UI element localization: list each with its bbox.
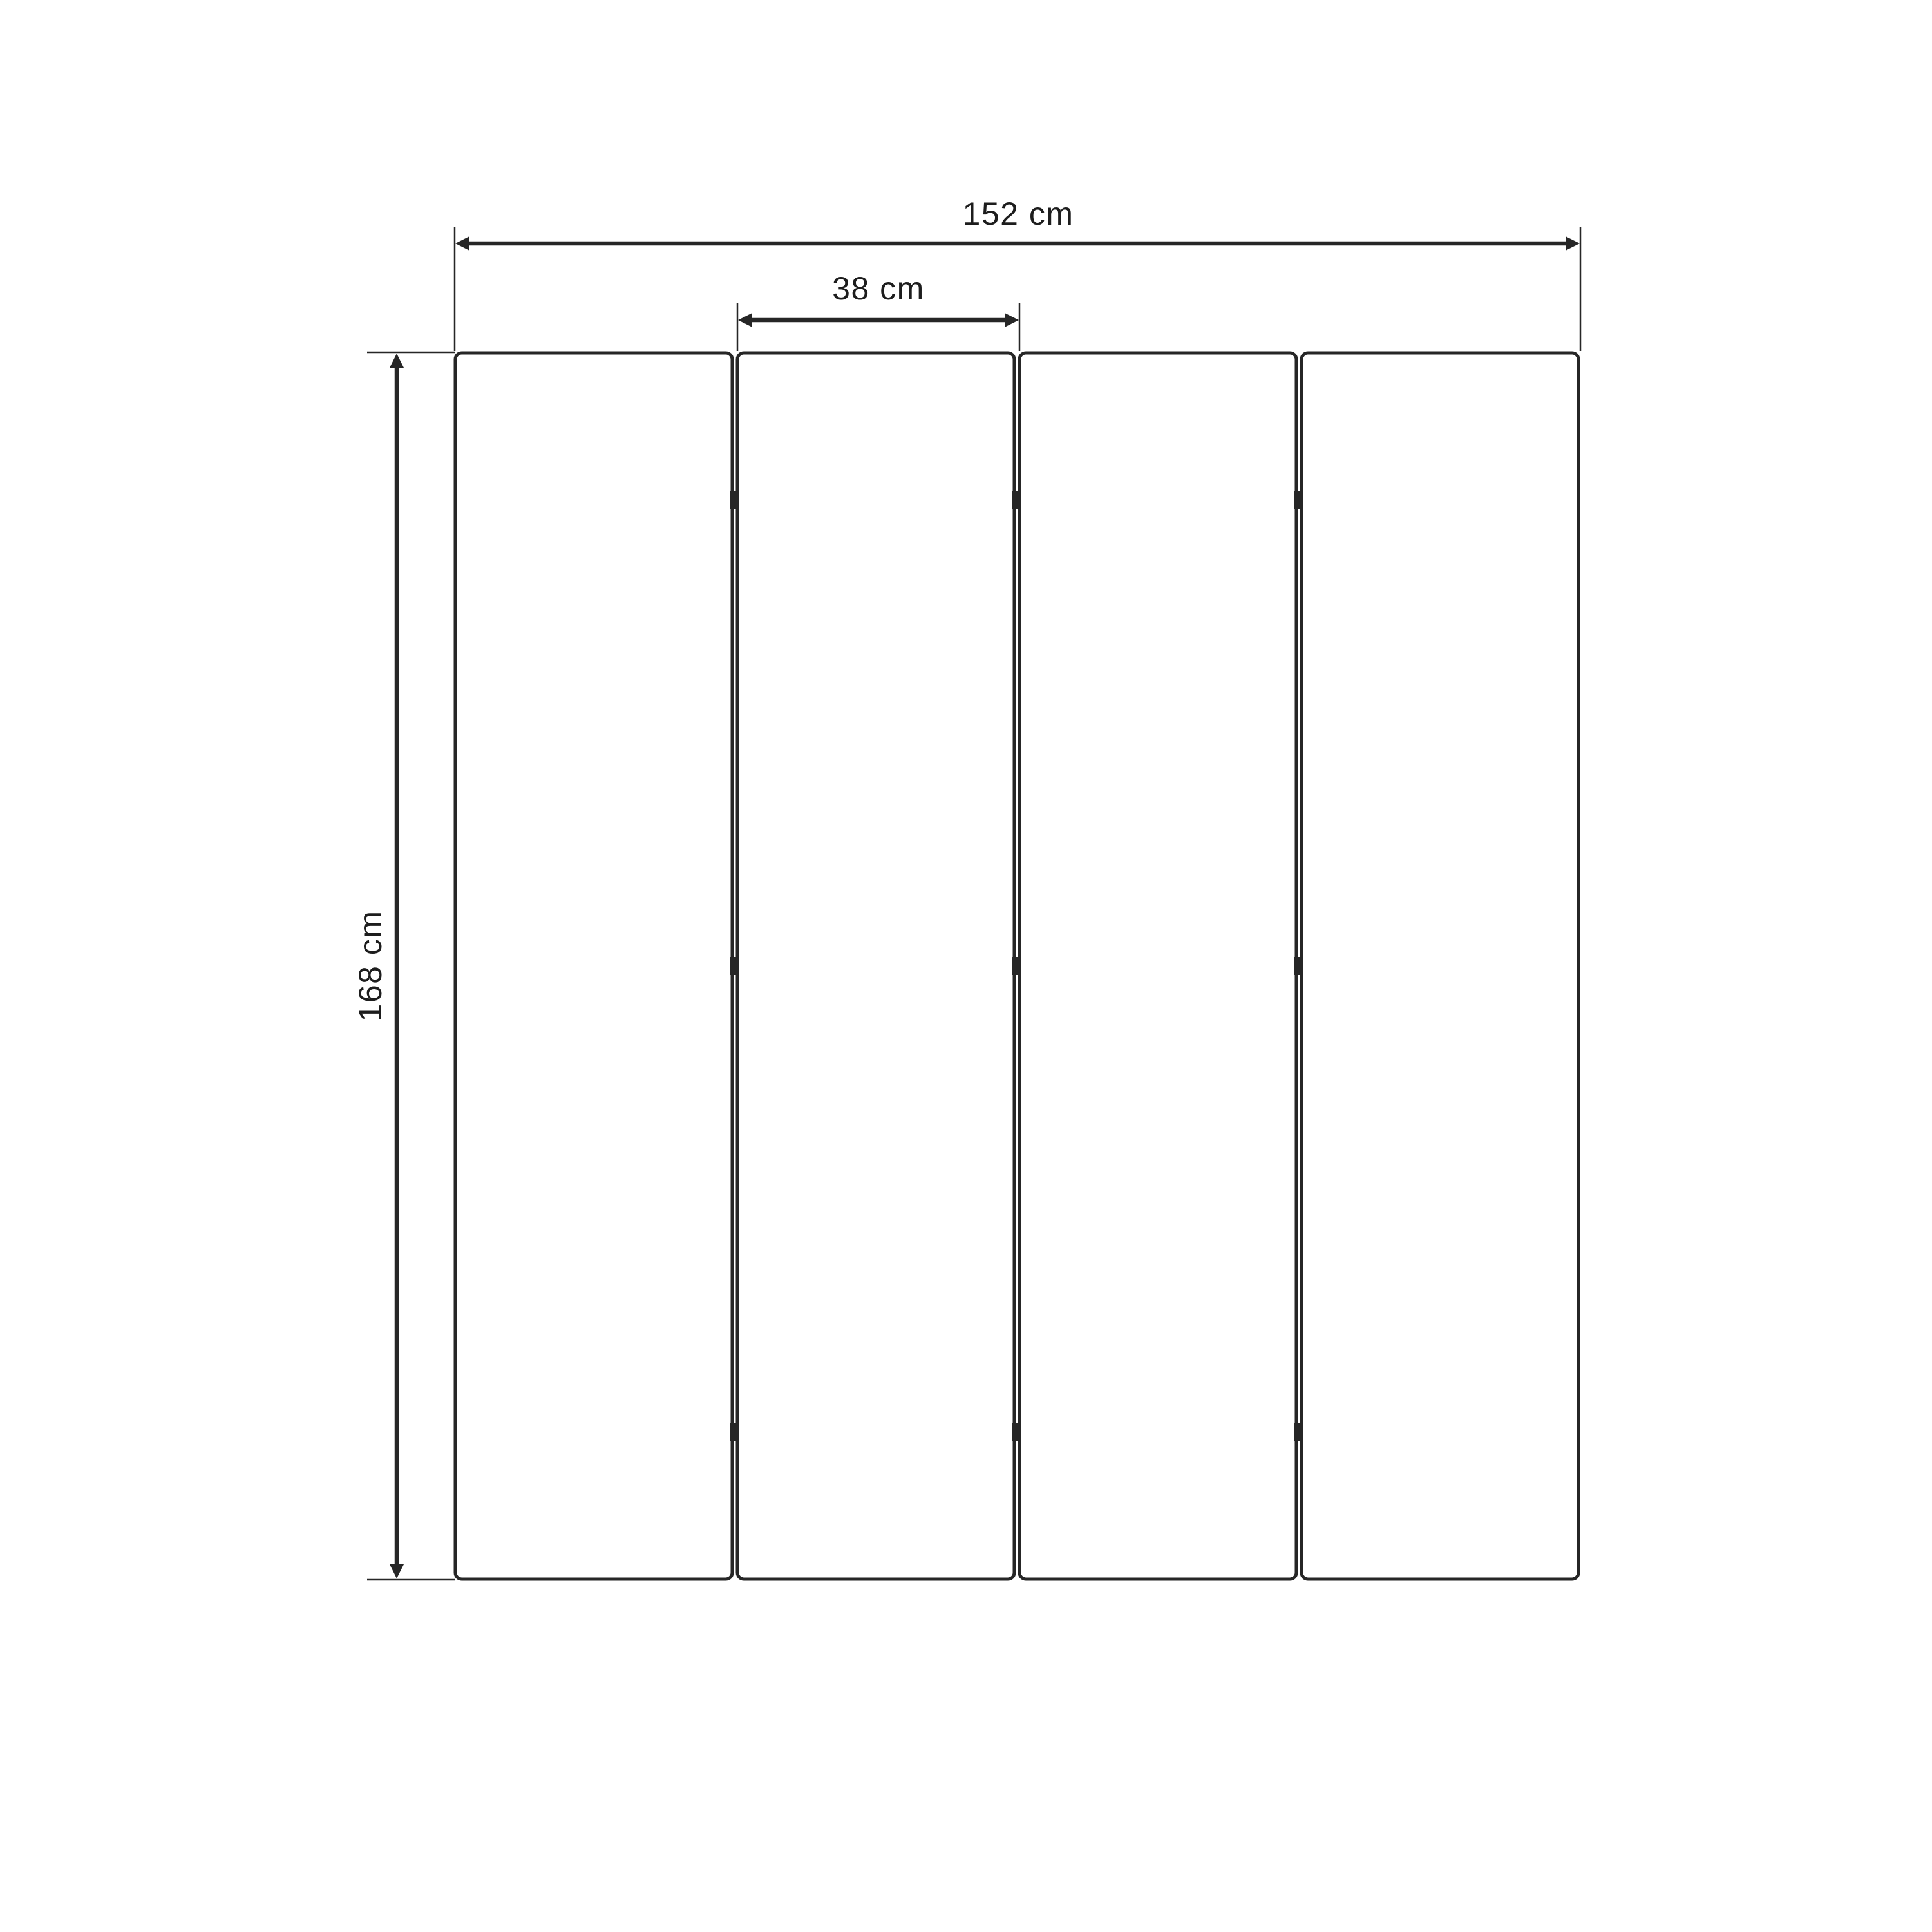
height-label: 168 cm: [352, 910, 388, 1022]
hinge-mark: [730, 1423, 739, 1441]
panel-width-label: 38 cm: [832, 270, 925, 307]
hinge-mark: [730, 491, 739, 509]
total-width-label: 152 cm: [962, 196, 1074, 232]
arrowhead-left-icon: [455, 236, 469, 251]
hinge-mark: [1012, 957, 1021, 975]
arrowhead-right-icon: [1005, 313, 1019, 327]
dimension-total-width: [455, 196, 1580, 351]
hinge-mark: [1012, 1423, 1021, 1441]
arrowhead-right-icon: [1566, 236, 1580, 251]
hinge-mark: [1012, 491, 1021, 509]
arrowhead-up-icon: [390, 354, 404, 368]
hinge-mark: [730, 957, 739, 975]
panel-2: [737, 353, 1014, 1579]
dimension-panel-width: [737, 270, 1019, 351]
panel-3: [1019, 353, 1296, 1579]
panel-4: [1302, 353, 1578, 1579]
arrowhead-left-icon: [738, 313, 752, 327]
hinge-mark: [1294, 491, 1303, 509]
arrowhead-down-icon: [390, 1564, 404, 1578]
hinge-mark: [1294, 957, 1303, 975]
dimension-height: [352, 352, 455, 1580]
panel-1: [455, 353, 732, 1579]
hinge-mark: [1294, 1423, 1303, 1441]
